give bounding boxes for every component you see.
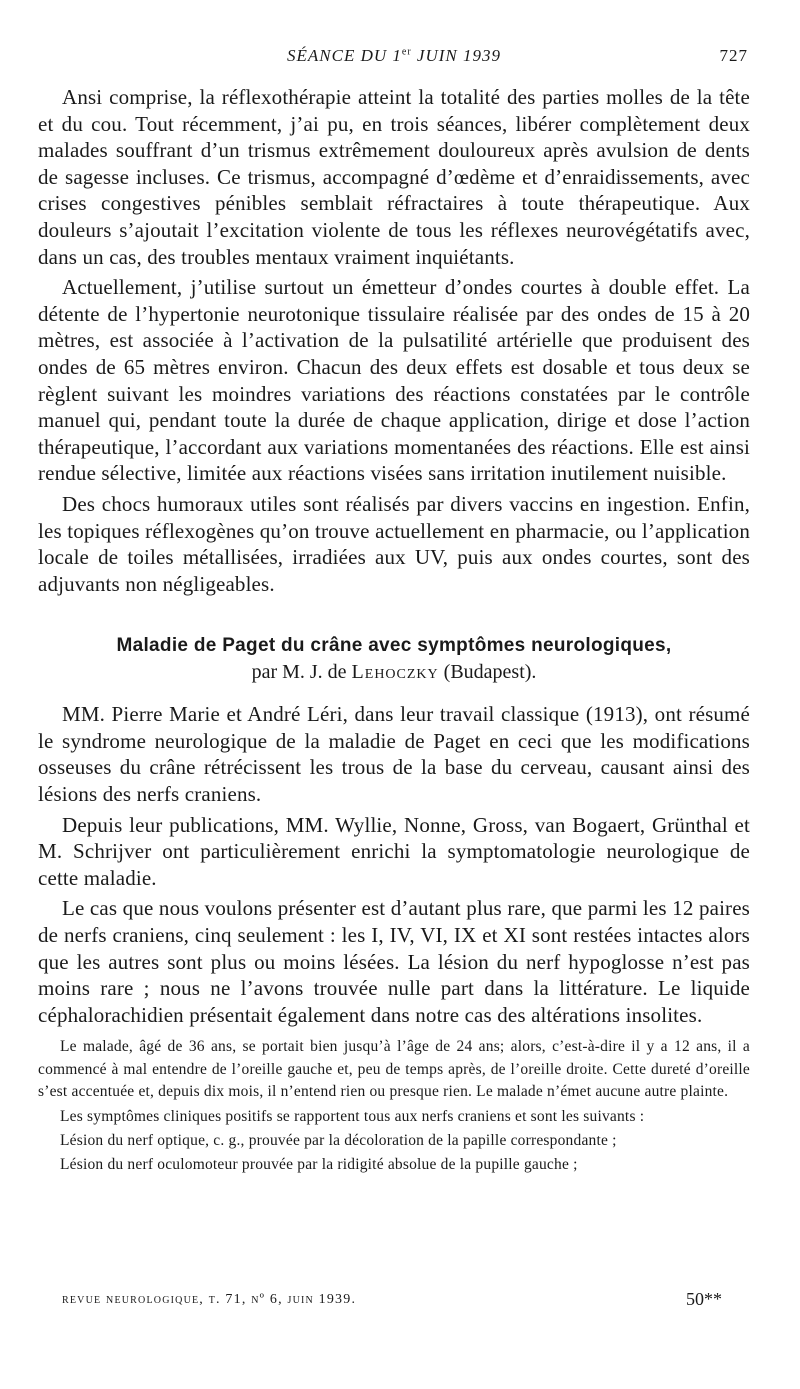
journal-citation: revue neurologique, t. 71, nº 6, juin 1939.	[62, 1292, 357, 1307]
page-footer	[62, 1289, 722, 1314]
article-title: Maladie de Paget du crâne avec symptômes neurologiques,	[116, 635, 672, 657]
article-byline	[38, 659, 750, 685]
body-text	[38, 84, 750, 1179]
page-number: 727	[719, 46, 748, 65]
symptom-optic-nerve: Lésion du nerf optique, c. g., prouvée par la décoloration de la papille correspondante ;	[60, 1132, 617, 1150]
running-title-superscript: er	[401, 46, 412, 58]
byline-suffix: (Budapest).	[438, 661, 537, 684]
paragraph-cas-rare: Le cas que nous voulons présenter est d’autant plus rare, que parmi les 12 paires de nerfs craniens, cinq seulement : les I, IV, VI, IX et XI sont restées intactes alors que les autres sont plus ou moins lésées. La lésion du nerf hypoglosse n’est pas moins rare ; nous ne l’avons trouvée nulle part dans la littérature. Le liquide céphalorachidien présentait également dans notre cas des altérations insolites.	[38, 896, 750, 1027]
clinical-symptoms-intro: Les symptômes cliniques positifs se rapportent tous aux nerfs craniens et sont les suivants :	[60, 1107, 645, 1125]
paragraph-chocs-humoraux: Des chocs humoraux utiles sont réalisés par divers vaccins en ingestion. Enfin, les topiques réflexogènes qu’on trouve actuellement en pharmacie, ou l’application locale de toiles métallisées, irradiées aux UV, puis aux ondes courtes, sont des adjuvants non négligeables.	[38, 491, 750, 596]
paragraph-publications: Depuis leur publications, MM. Wyllie, Nonne, Gross, van Bogaert, Grünthal et M. Schrijver ont particulièrement enrichi la symptomatologie neurologique de cette maladie.	[38, 812, 750, 890]
case-history: Le malade, âgé de 36 ans, se portait bien jusqu’à l’âge de 24 ans; alors, c’est-à-dire il y a 12 ans, il a commencé à mal entendre de l’oreille gauche et, peu de temps après, de l’oreille droite. Cette dureté d’oreille s’est accentuée et, depuis dix mois, il n’entend rien ou presque rien. Le malade n’émet aucune autre plainte.	[38, 1038, 750, 1101]
byline-author: Lehoczky	[351, 661, 439, 684]
running-title-start: SÉANCE DU 1	[287, 46, 402, 65]
signature-mark: 50**	[686, 1289, 722, 1309]
symptom-oculomotor-nerve: Lésion du nerf oculomoteur prouvée par la ridigité absolue de la pupille gauche ;	[60, 1156, 578, 1174]
paragraph-marie-leri: MM. Pierre Marie et André Léri, dans leur travail classique (1913), ont résumé le syndrome neurologique de la maladie de Paget en ceci que les modifications osseuses du crâne rétrécissent les trous de la base du cerveau, causant ainsi des lésions des nerfs craniens.	[38, 702, 750, 807]
running-title	[38, 46, 750, 66]
running-head	[38, 46, 750, 70]
running-title-end: JUIN 1939	[411, 46, 501, 65]
paragraph-reflexotherapie: Ansi comprise, la réflexothérapie atteint la totalité des parties molles de la tête et du cou. Tout récemment, j’ai pu, en trois séances, libérer complètement deux malades souffrant d’un trismus extrêmement douloureux après avulsion de dents de sagesse incluses. Ce trismus, accompagné d’œdème et d’enraidissements, avec crises congestives pénibles semblait réfractaires à toute thérapeutique. Aux douleurs s’ajoutait l’excitation violente de tous les réflexes neurovégétatifs avec, dans un cas, des troubles mentaux vraiment inquiétants.	[38, 85, 750, 269]
journal-page	[38, 0, 750, 1389]
paragraph-emetteur: Actuellement, j’utilise surtout un émetteur d’ondes courtes à double effet. La détente de l’hypertonie neurotonique tissulaire réalisée par des ondes de 15 à 20 mètres, est associée à l’activation de la pulsatilité artérielle que produisent des ondes de 65 mètres environ. Chacun des deux effets est dosable et tous deux se règlent suivant les moindres variations des réactions constatées par le contrôle manuel qui, pendant toute la durée de chaque application, dirige et dose l’action thérapeutique, l’accordant aux variations momentanées des réactions. Elle est ainsi rendue sélective, limitée aux réactions visées sans irritation inutilement nuisible.	[38, 275, 750, 486]
byline-prefix: par M. J. de	[251, 661, 352, 684]
